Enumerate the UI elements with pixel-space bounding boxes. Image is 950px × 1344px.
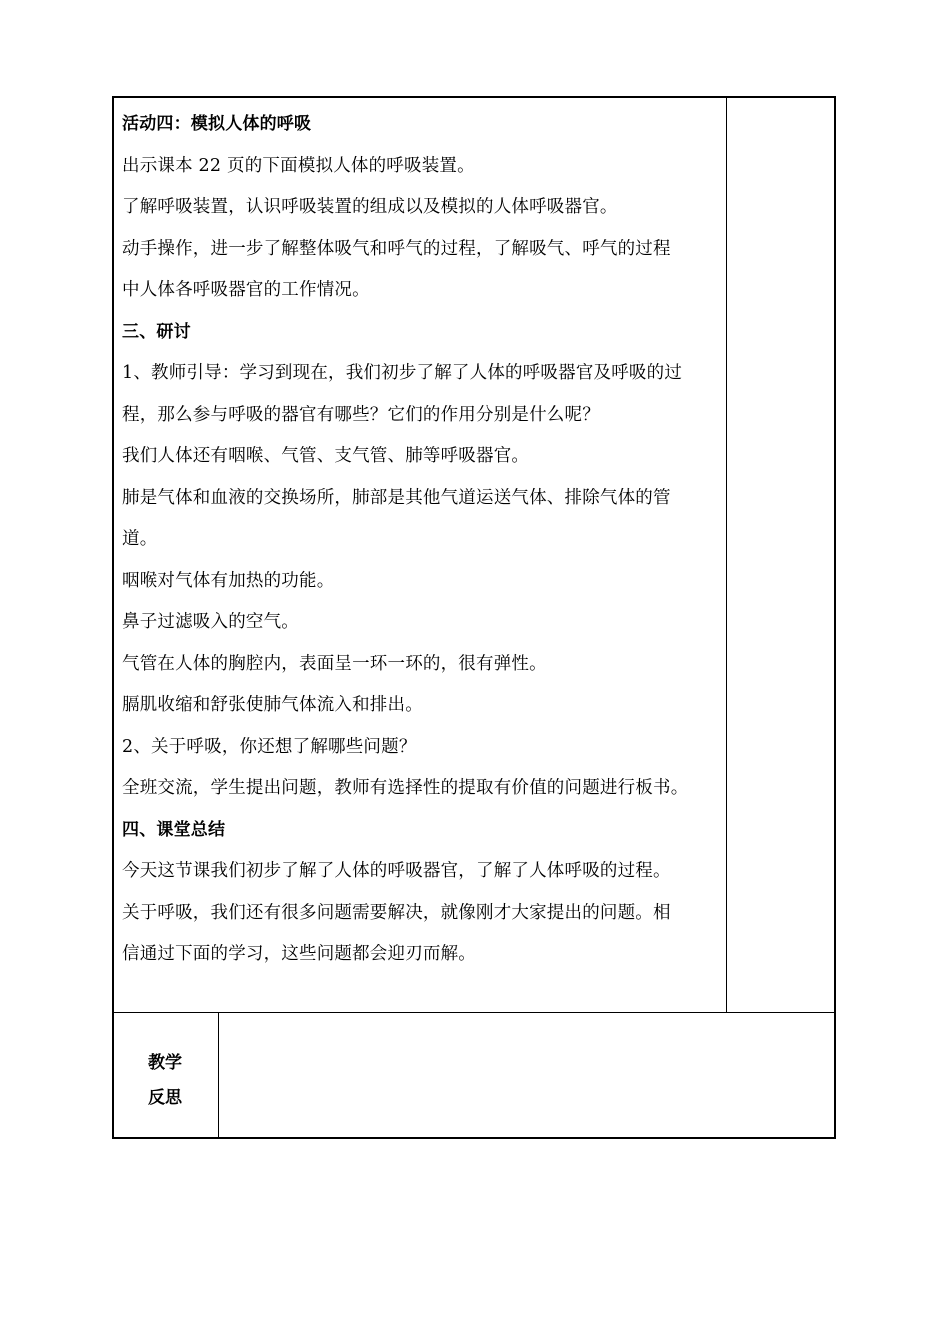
section-heading-summary: 四、课堂总结 bbox=[122, 819, 226, 840]
paragraph-line: 道。 bbox=[122, 529, 158, 549]
paragraph-line: 动手操作，进一步了解整体吸气和呼气的过程，了解吸气、呼气的过程 bbox=[122, 238, 671, 259]
reflection-column-divider bbox=[218, 1012, 219, 1139]
paragraph-line: 我们人体还有咽喉、气管、支气管、肺等呼吸器官。 bbox=[122, 446, 530, 466]
table-column-divider bbox=[726, 96, 727, 1013]
reflection-content-cell[interactable] bbox=[222, 1016, 832, 1134]
paragraph-line: 气管在人体的胸腔内，表面呈一环一环的，很有弹性。 bbox=[122, 653, 547, 674]
lesson-content-cell bbox=[122, 104, 724, 976]
paragraph-line: 咽喉对气体有加热的功能。 bbox=[122, 570, 335, 591]
table-row-divider bbox=[112, 1012, 836, 1013]
paragraph-line: 关于呼吸，我们还有很多问题需要解决，就像刚才大家提出的问题。相 bbox=[122, 902, 671, 923]
paragraph-line: 膈肌收缩和舒张使肺气体流入和排出。 bbox=[122, 695, 423, 715]
paragraph-line: 肺是气体和血液的交换场所，肺部是其他气道运送气体、排除气体的管 bbox=[122, 487, 671, 508]
paragraph-line: 全班交流，学生提出问题，教师有选择性的提取有价值的问题进行板书。 bbox=[122, 778, 689, 798]
section-heading-discussion: 三、研讨 bbox=[122, 321, 191, 342]
paragraph-line: 出示课本 22 页的下面模拟人体的呼吸装置。 bbox=[122, 155, 475, 176]
reflection-label-line2: 反思 bbox=[148, 1088, 182, 1108]
paragraph-line: 中人体各呼吸器官的工作情况。 bbox=[122, 280, 370, 300]
paragraph-line: 今天这节课我们初步了解了人体的呼吸器官，了解了人体呼吸的过程。 bbox=[122, 861, 671, 881]
activity-heading: 活动四：模拟人体的呼吸 bbox=[122, 114, 312, 134]
reflection-label-line1: 教学 bbox=[148, 1053, 182, 1073]
paragraph-line: 1、教师引导：学习到现在，我们初步了解了人体的呼吸器官及呼吸的过 bbox=[122, 363, 683, 383]
paragraph-line: 信通过下面的学习，这些问题都会迎刃而解。 bbox=[122, 944, 476, 964]
paragraph-line: 鼻子过滤吸入的空气。 bbox=[122, 612, 299, 632]
paragraph-line: 了解呼吸装置，认识呼吸装置的组成以及模拟的人体呼吸器官。 bbox=[122, 197, 618, 217]
paragraph-line: 程，那么参与呼吸的器官有哪些？它们的作用分别是什么呢？ bbox=[122, 404, 600, 425]
paragraph-line: 2、关于呼吸，你还想了解哪些问题？ bbox=[122, 736, 417, 757]
